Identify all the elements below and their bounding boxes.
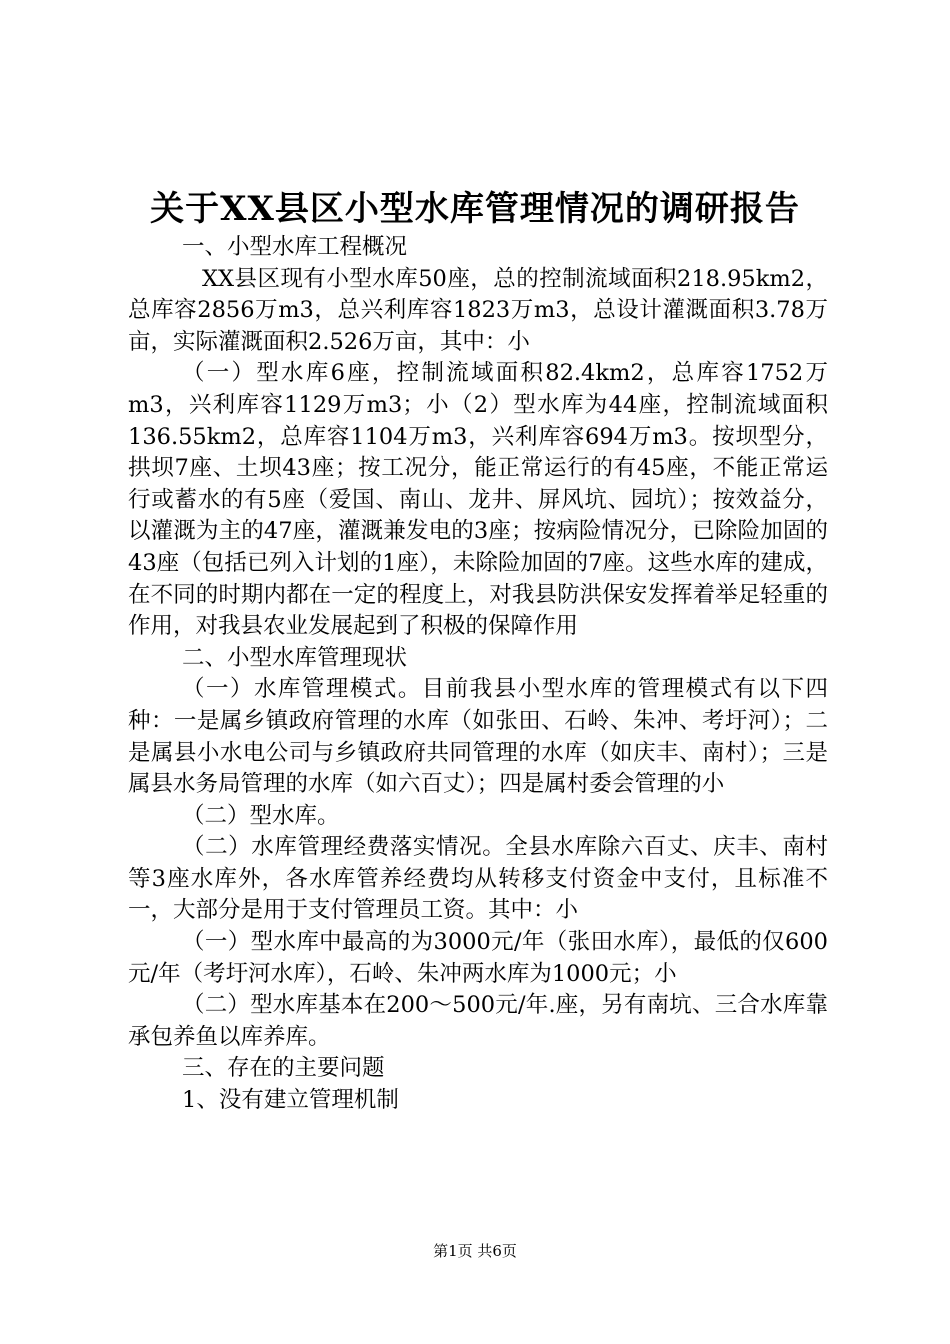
document-title: 关于XX县区小型水库管理情况的调研报告 [150, 189, 800, 229]
paragraph-funding-type-2: （二）型水库基本在200～500元/年.座，另有南坑、三合水库靠承包养鱼以库养库。 [128, 992, 828, 1050]
paragraph-reservoir-types: （一）型水库6座，控制流域面积82.4km2，总库容1752万m3，兴利库容1129万m3；小（2）型水库为44座，控制流域面积136.55km2，总库容1104万m3，兴利库容694万m3。按坝型分，拱坝7座、土坝43座；按工况分，能正常运行的有45座，不能正常运行或蓄水的有5座（爱国、南山、龙井、屏风坑、园坑）；按效益分，以灌溉为主的47座，灌溉兼发电的3座；按病险情况分，已除险加固的43座（包括已列入计划的1座），未除险加固的7座。这些水库的建成，在不同的时期内都在一定的程度上，对我县防洪保安发挥着举足轻重的作用，对我县农业发展起到了积极的保障作用 [128, 360, 828, 640]
subsection-heading-1: 1、没有建立管理机制 [182, 1087, 399, 1114]
paragraph-overview: XX县区现有小型水库50座，总的控制流域面积218.95km2，总库容2856万m3，总兴利库容1823万m3，总设计灌溉面积3.78万亩，实际灌溉面积2.526万亩，其中：小 [128, 265, 828, 355]
document-body [128, 232, 828, 1117]
paragraph-management-mode: （一）水库管理模式。目前我县小型水库的管理模式有以下四种：一是属乡镇政府管理的水库（如张田、石岭、朱冲、考圩河）；二是属县小水电公司与乡镇政府共同管理的水库（如庆丰、南村）；三是属县水务局管理的水库（如六百丈）；四是属村委会管理的小 [128, 676, 828, 798]
page-footer: 第1页 共6页 [433, 1242, 517, 1260]
paragraph-reservoir-type-2: （二）型水库。 [182, 802, 340, 829]
paragraph-funding-type-1: （一）型水库中最高的为3000元/年（张田水库），最低的仅600元/年（考圩河水库），石岭、朱冲两水库为1000元；小 [128, 929, 828, 987]
section-heading-2: 二、小型水库管理现状 [182, 644, 408, 671]
section-heading-3: 三、存在的主要问题 [182, 1055, 385, 1082]
paragraph-funding: （二）水库管理经费落实情况。全县水库除六百丈、庆丰、南村等3座水库外，各水库管养经费均从转移支付资金中支付，且标准不一，大部分是用于支付管理员工资。其中：小 [128, 834, 828, 924]
section-heading-1: 一、小型水库工程概况 [182, 234, 408, 260]
